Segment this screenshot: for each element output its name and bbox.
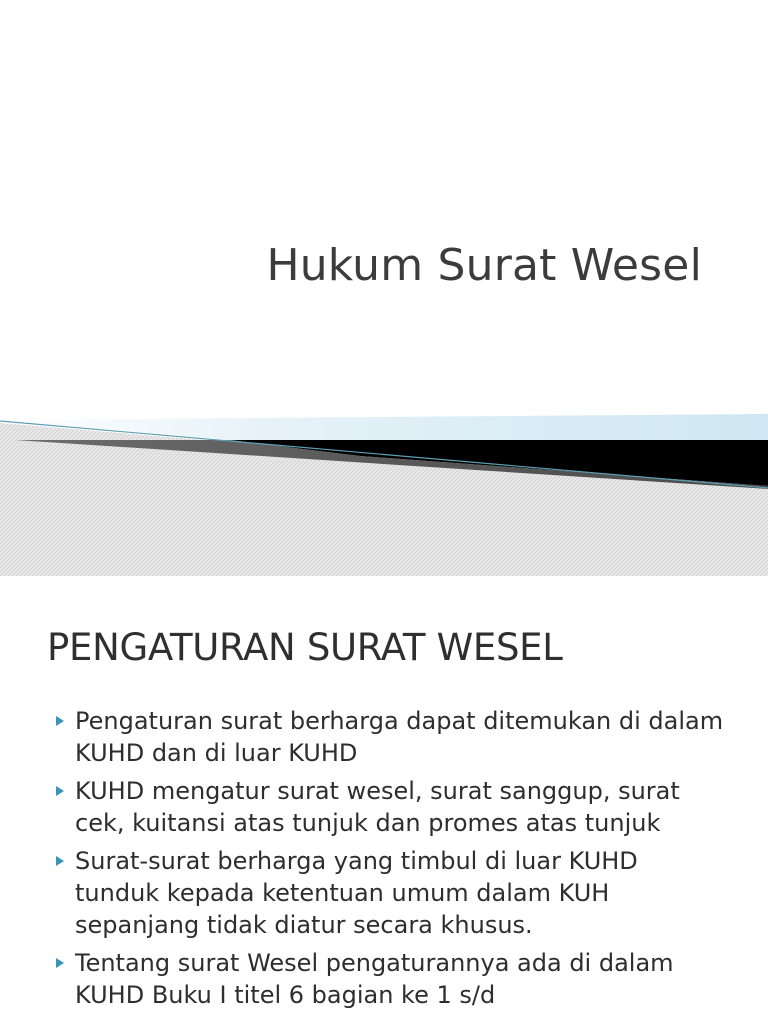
list-item [46, 947, 726, 1011]
bullet-text: Pengaturan surat berharga dapat ditemukan di dalam KUHD dan di luar KUHD [75, 707, 724, 767]
triangle-bullet-icon [56, 786, 64, 796]
slide-title: Hukum Surat Wesel [266, 240, 702, 291]
triangle-bullet-icon [56, 958, 64, 968]
content-slide [0, 576, 768, 1024]
list-item [46, 845, 726, 941]
bullet-text: Tentang surat Wesel pengaturannya ada di dalam KUHD Buku I titel 6 bagian ke 1 s/d [75, 949, 674, 1009]
bullet-text: Surat-surat berharga yang timbul di luar KUHD tunduk kepada ketentuan umum dalam KUH sepanjang tidak diatur secara khusus. [75, 847, 638, 939]
triangle-bullet-icon [56, 716, 64, 726]
bullet-list [46, 705, 726, 1017]
slide-heading: PENGATURAN SURAT WESEL [47, 626, 563, 669]
list-item [46, 705, 726, 769]
triangle-bullet-icon [56, 856, 64, 866]
list-item [46, 775, 726, 839]
bullet-text: KUHD mengatur surat wesel, surat sanggup, surat cek, kuitansi atas tunjuk dan promes atas tunjuk [75, 777, 680, 837]
